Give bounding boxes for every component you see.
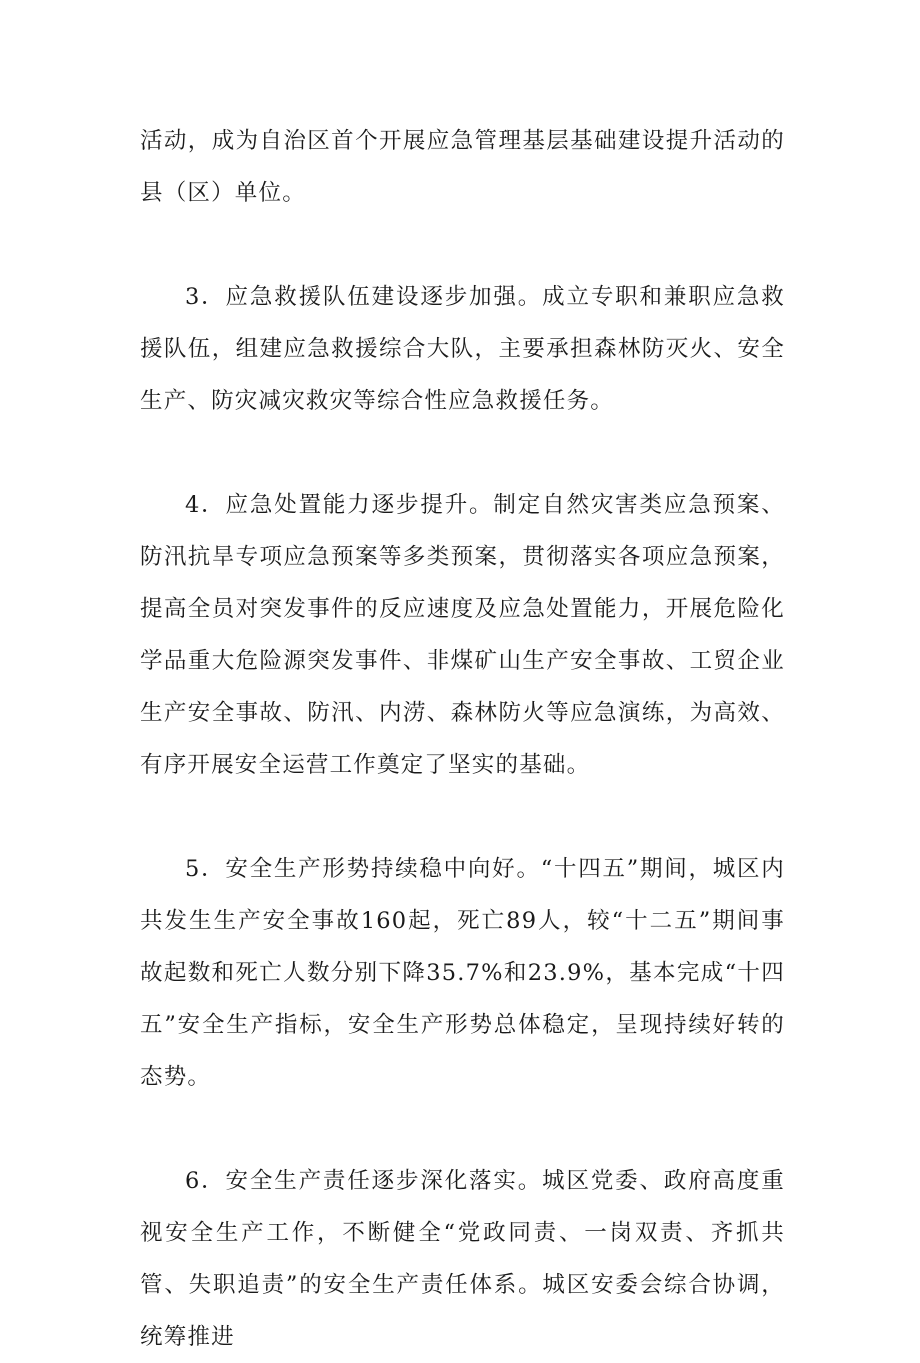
paragraph-gap bbox=[140, 791, 785, 843]
paragraph-continuation: 活动，成为自治区首个开展应急管理基层基础建设提升活动的县（区）单位。 bbox=[140, 128, 785, 206]
paragraph-gap bbox=[140, 427, 785, 479]
paragraph-gap bbox=[140, 1103, 785, 1155]
paragraph-gap bbox=[140, 219, 785, 271]
paragraph-safety-responsibility: 6．安全生产责任逐步深化落实。城区党委、政府高度重视安全生产工作，不断健全“党政同责、一岗双责、齐抓共管、失职追责”的安全生产责任体系。城区安委会综合协调，统筹推进 bbox=[140, 1168, 785, 1350]
paragraph-safety-situation: 5．安全生产形势持续稳中向好。“十四五”期间，城区内共发生生产安全事故160起，死亡89人，较“十二五”期间事故起数和死亡人数分别下降35.7%和23.9%，基本完成“十四五”安全生产指标，安全生产形势总体稳定，呈现持续好转的态势。 bbox=[140, 856, 785, 1090]
paragraph-emergency-response: 4．应急处置能力逐步提升。制定自然灾害类应急预案、防汛抗旱专项应急预案等多类预案，贯彻落实各项应急预案，提高全员对突发事件的反应速度及应急处置能力，开展危险化学品重大危险源突发事件、非煤矿山生产安全事故、工贸企业生产安全事故、防汛、内涝、森林防火等应急演练，为高效、有序开展安全运营工作奠定了坚实的基础。 bbox=[140, 492, 785, 778]
paragraph-rescue-teams: 3．应急救援队伍建设逐步加强。成立专职和兼职应急救援队伍，组建应急救援综合大队，主要承担森林防灭火、安全生产、防灾减灾救灾等综合性应急救援任务。 bbox=[140, 284, 785, 414]
document-body bbox=[140, 115, 785, 1363]
